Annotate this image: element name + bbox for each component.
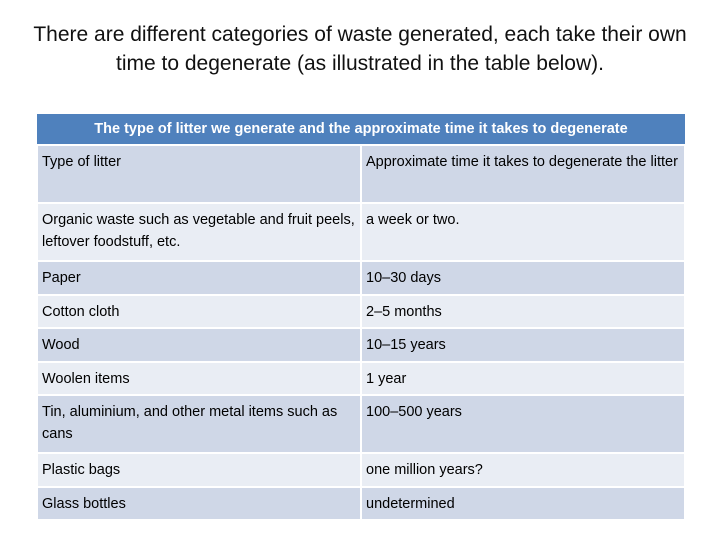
litter-type-cell: Cotton cloth	[37, 295, 361, 328]
table-header-row	[37, 145, 685, 203]
degeneration-time-cell: a week or two.	[361, 203, 685, 261]
degeneration-time-header: Approximate time it takes to degenerate the litter	[361, 145, 685, 203]
table-row	[37, 453, 685, 487]
litter-type-cell: Woolen items	[37, 362, 361, 395]
table-row	[37, 328, 685, 362]
table-row	[37, 395, 685, 453]
litter-type-cell: Wood	[37, 328, 361, 362]
litter-type-cell: Glass bottles	[37, 487, 361, 520]
degeneration-time-cell: undetermined	[361, 487, 685, 520]
table-row	[37, 295, 685, 328]
table-title: The type of litter we generate and the approximate time it takes to degenerate	[36, 114, 686, 144]
intro-text: There are different categories of waste generated, each take their own time to degenerate (as illustrated in the table below).	[33, 23, 687, 75]
degeneration-time-cell: 10–15 years	[361, 328, 685, 362]
litter-type-cell: Plastic bags	[37, 453, 361, 487]
litter-degeneration-table	[36, 114, 686, 521]
degeneration-time-cell: 100–500 years	[361, 395, 685, 453]
table-row	[37, 362, 685, 395]
degeneration-time-cell: 2–5 months	[361, 295, 685, 328]
litter-type-cell: Tin, aluminium, and other metal items such as cans	[37, 395, 361, 453]
litter-type-cell: Paper	[37, 261, 361, 295]
degeneration-time-cell: 1 year	[361, 362, 685, 395]
litter-type-cell: Organic waste such as vegetable and fruit peels, leftover foodstuff, etc.	[37, 203, 361, 261]
litter-type-header: Type of litter	[37, 145, 361, 203]
table-row	[37, 261, 685, 295]
table-row	[37, 203, 685, 261]
table-row	[37, 487, 685, 520]
degeneration-time-cell: 10–30 days	[361, 261, 685, 295]
degeneration-time-cell: one million years?	[361, 453, 685, 487]
